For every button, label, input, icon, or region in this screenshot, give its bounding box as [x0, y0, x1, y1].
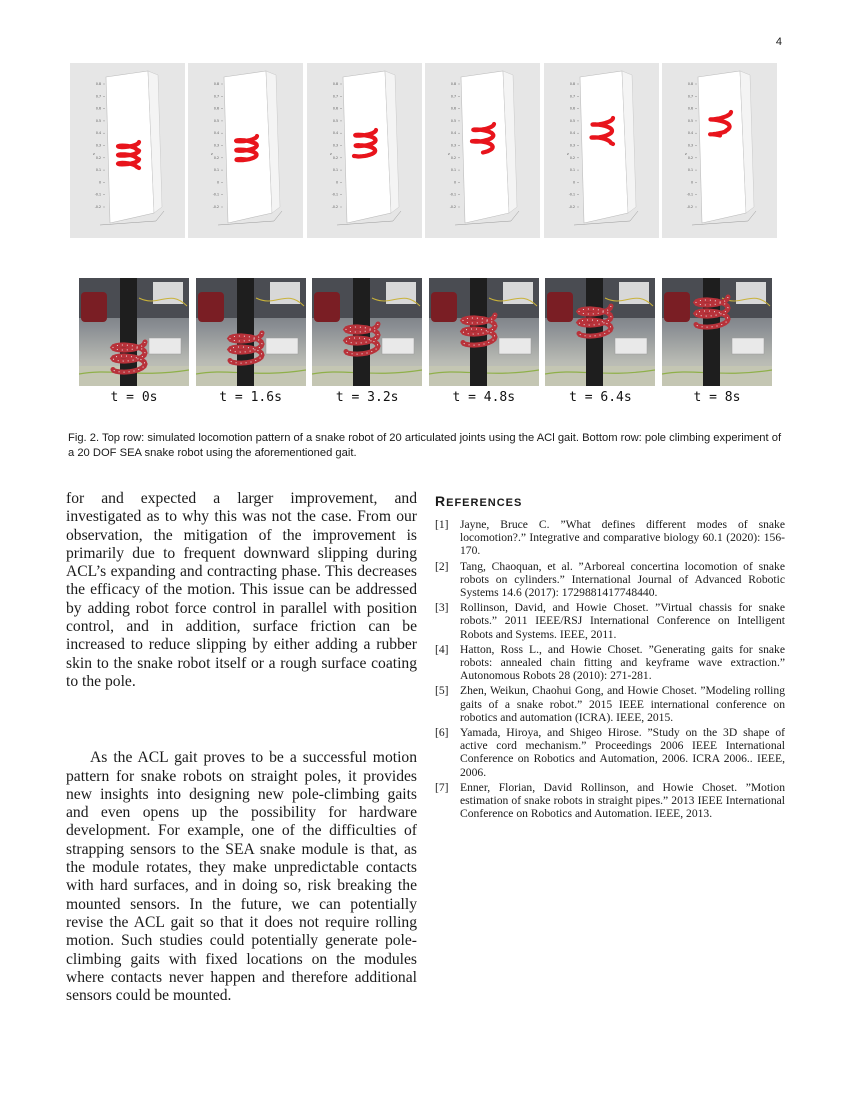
sim-base-axis [692, 221, 748, 225]
sim-tick-label: 0.2 [332, 155, 338, 160]
sim-plot [188, 63, 303, 238]
sim-tick-label: 0.4 [451, 131, 457, 136]
sim-tick-label: 0.6 [95, 106, 101, 111]
sim-base-axis [337, 221, 393, 225]
reference-item [435, 601, 785, 641]
sim-box-face [580, 71, 628, 223]
sim-snake-body [118, 142, 139, 168]
sim-axis-label: z [448, 152, 450, 156]
sim-axis-label: z [566, 152, 569, 156]
photo-scene [79, 278, 189, 386]
sim-plot [425, 63, 540, 238]
sim-tick-label: 0 [335, 180, 338, 185]
time-label: t = 0s [110, 390, 158, 405]
photo-chair [198, 292, 224, 322]
body-paragraph: for and expected a larger improvement, and investigated as to why this was not the case. From our observation, the mitigation of the improvement is primarily due to frequent downward slipping during ACL’s expanding and contracting phase. This decreases the efficacy of the motion. This issue can be addressed by adding robot force control in parallel with position control, and in addition, surface friction can be increased to reduce slipping by either adding a rubber skin to the snake robot itself or a rough surface coating to the pole. [66, 490, 417, 690]
photo-chair [664, 292, 690, 322]
sim-tick-label: 0.3 [332, 143, 338, 148]
sim-axis-label: z [684, 152, 687, 156]
sim-plot [662, 63, 777, 238]
sim-tick-label: 0.3 [569, 143, 575, 148]
sim-tick-label: -0.1 [568, 192, 575, 197]
experiment-photo-5 [545, 278, 655, 386]
sim-panel-4 [425, 63, 540, 238]
sim-base-axis [455, 221, 511, 225]
sim-axis-label: z [329, 152, 332, 156]
sim-tick-label: 0.8 [687, 82, 693, 86]
sim-tick-label: 0.6 [687, 106, 693, 111]
sim-base-axis [748, 211, 756, 221]
sim-tick-label: 0.8 [332, 82, 338, 86]
sim-tick-label: 0.5 [214, 118, 220, 123]
page-number: 4 [775, 36, 782, 48]
sim-tick-label: 0.4 [95, 131, 101, 136]
photo-device [382, 338, 414, 354]
reference-text: Rollinson, David, and Howie Choset. ”Virtual chassis for snake robots.” 2011 IEEE/RSJ International Conference on Intelligent Robots and Systems. IEEE, 2011. [460, 601, 785, 641]
photo-chair [314, 292, 340, 322]
photo-chair [547, 292, 573, 322]
sim-base-axis [156, 211, 164, 221]
sim-tick-label: 0.5 [687, 118, 693, 123]
figure-caption: Fig. 2. Top row: simulated locomotion pattern of a snake robot of 20 articulated joints using the ACl gait. Bottom row: pole climbing experiment of a 20 DOF SEA snake robot using the aforementioned gait. [68, 432, 782, 459]
sim-box-face [224, 71, 272, 223]
sim-panel-5 [544, 63, 659, 238]
sim-box-face [461, 71, 509, 223]
sim-tick-label: 0.3 [95, 143, 101, 148]
heading-initial: R [435, 493, 447, 509]
reference-number: [5] [435, 684, 449, 698]
reference-text: Yamada, Hiroya, and Shigeo Hirose. ”Study on the 3D shape of active cord mechanism.” Proceedings 2006 IEEE International Conference on Robotics and Automation, 2006. ICRA 2006.. IEEE, 2006. [460, 726, 785, 779]
reference-text: Jayne, Bruce C. ”What defines different modes of snake locomotion?.” Integrative and comparative biology 60.1 (2020): 156-170. [460, 518, 785, 558]
sim-tick-label: 0.8 [95, 82, 101, 86]
sim-box-face [698, 71, 746, 223]
sim-tick-label: 0.2 [451, 155, 457, 160]
sim-tick-label: 0 [572, 180, 575, 185]
reference-number: [7] [435, 780, 449, 794]
simulation-row [70, 63, 777, 238]
sim-base-axis [218, 221, 274, 225]
sim-tick-label: 0 [454, 180, 457, 185]
sim-tick-label: 0.7 [332, 94, 338, 99]
sim-axis-label: z [211, 152, 214, 156]
sim-tick-label: 0.8 [569, 82, 575, 86]
sim-tick-label: 0.2 [569, 155, 575, 160]
photo-device [266, 338, 298, 354]
sim-tick-label: -0.1 [213, 192, 220, 197]
reference-number: [3] [435, 601, 449, 615]
sim-tick-label: 0.2 [687, 155, 693, 160]
experiment-photo-3 [312, 278, 422, 386]
heading-rest: EFERENCES [446, 497, 523, 509]
photo-scene [312, 278, 422, 386]
time-label: t = 8s [693, 390, 741, 405]
body-text-column [66, 490, 417, 1005]
sim-tick-label: 0.3 [687, 143, 693, 148]
sim-tick-label: -0.2 [213, 205, 220, 209]
sim-tick-label: 0.2 [95, 155, 101, 160]
photo-device [149, 338, 181, 354]
reference-number: [4] [435, 642, 449, 656]
reference-item [435, 726, 785, 779]
photo-scene [196, 278, 306, 386]
sim-tick-label: 0.6 [332, 106, 338, 111]
sim-plot [544, 63, 659, 238]
photo-device [499, 338, 531, 354]
photo-chair [81, 292, 107, 322]
references-heading [435, 493, 785, 509]
photo-scene [429, 278, 539, 386]
sim-tick-label: 0 [690, 180, 693, 185]
sim-axis-label: z [93, 152, 95, 156]
sim-tick-label: 0.1 [569, 168, 575, 173]
body-paragraph: As the ACL gait proves to be a successful motion pattern for snake robots on straight poles, it provides new insights into designing new pole-climbing gaits and even opens up the possibility for hardware development. For example, one of the difficulties of strapping sensors to the SEA snake module is that, as the module rotates, they make unpredictable contacts with hard surfaces, and in doing so, risk breaking the mounted sensors. In the future, we can potentially revise the ACL gait so that it does not require rolling motion. Such studies could potentially generate pole-climbing gaits with fixed locations on the modules where contacts never happen and therefore additional sensors could be mounted. [66, 749, 417, 1005]
photo-device [615, 338, 647, 354]
time-label: t = 6.4s [569, 390, 632, 405]
sim-tick-label: 0.7 [569, 94, 575, 99]
reference-item [435, 518, 785, 558]
reference-text: Hatton, Ross L., and Howie Choset. ”Generating gaits for snake robots: annealed chain fitting and keyframe wave extraction.” Autonomous Robots 28 (2010): 271-281. [460, 642, 785, 683]
reference-item [435, 643, 785, 683]
sim-tick-label: 0.7 [95, 94, 101, 99]
sim-panel-6 [662, 63, 777, 238]
sim-tick-label: 0.1 [332, 168, 338, 173]
reference-text: Zhen, Weikun, Chaohui Gong, and Howie Choset. ”Modeling rolling gaits of a snake robot.” 2015 IEEE international conference on robotics and automation (ICRA). IEEE, 2015. [460, 684, 785, 724]
sim-panel-2 [188, 63, 303, 238]
sim-tick-label: -0.2 [449, 205, 457, 209]
time-label: t = 1.6s [219, 390, 282, 405]
sim-tick-label: 0.6 [214, 106, 220, 111]
sim-base-axis [100, 221, 156, 225]
sim-tick-label: 0.2 [214, 155, 220, 160]
sim-tick-label: -0.2 [94, 205, 101, 209]
sim-tick-label: 0.1 [687, 168, 693, 173]
sim-tick-label: -0.1 [449, 192, 457, 197]
sim-tick-label: 0.3 [214, 143, 220, 148]
sim-panel-3 [307, 63, 422, 238]
photo-scene [545, 278, 655, 386]
reference-number: [1] [435, 518, 449, 531]
photo-pole [703, 278, 720, 386]
sim-tick-label: 0.6 [569, 106, 575, 111]
sim-tick-label: 0.4 [687, 131, 693, 136]
sim-tick-label: 0.6 [451, 106, 457, 111]
reference-number: [6] [435, 726, 449, 740]
sim-tick-label: -0.1 [686, 192, 693, 197]
reference-number: [2] [435, 559, 449, 573]
time-label-row [79, 390, 772, 410]
sim-base-axis [393, 211, 401, 221]
sim-tick-label: -0.1 [94, 192, 101, 197]
sim-tick-label: 0.1 [451, 168, 457, 173]
experiment-photo-6 [662, 278, 772, 386]
photo-row [79, 278, 772, 386]
reference-item [435, 781, 785, 821]
sim-plot [307, 63, 422, 238]
reference-text: Enner, Florian, David Rollinson, and Howie Choset. ”Motion estimation of snake robots in straight pipes.” 2013 IEEE International Conference on Robotics and Automation. IEEE, 2013. [460, 780, 785, 821]
photo-scene [662, 278, 772, 386]
photo-device [732, 338, 764, 354]
sim-plot [70, 63, 185, 238]
sim-tick-label: 0.5 [451, 118, 457, 123]
reference-item [435, 684, 785, 724]
sim-tick-label: 0.5 [569, 118, 575, 123]
sim-tick-label: -0.2 [331, 205, 338, 209]
photo-pole [237, 278, 254, 386]
experiment-photo-1 [79, 278, 189, 386]
photo-pole [586, 278, 603, 386]
time-label: t = 3.2s [335, 390, 399, 405]
sim-panel-1 [70, 63, 185, 238]
photo-chair [431, 292, 457, 322]
sim-tick-label: 0.7 [451, 94, 457, 99]
sim-tick-label: 0.8 [451, 82, 457, 86]
reference-list [435, 518, 785, 820]
time-label: t = 4.8s [452, 390, 516, 405]
sim-tick-label: 0.5 [95, 118, 101, 123]
sim-base-axis [274, 211, 282, 221]
sim-tick-label: 0.4 [569, 131, 575, 136]
sim-tick-label: 0.1 [214, 168, 220, 173]
sim-tick-label: 0.3 [451, 143, 457, 148]
sim-tick-label: 0 [98, 180, 101, 185]
reference-text: Tang, Chaoquan, et al. ”Arboreal concertina locomotion of snake robots on cylinders.” International Journal of Advanced Robotic Systems 14.6 (2017): 1729881417748440. [460, 559, 785, 600]
sim-base-axis [630, 211, 638, 221]
reference-item [435, 560, 785, 600]
sim-tick-label: 0.7 [687, 94, 693, 99]
sim-tick-label: 0.7 [214, 94, 220, 99]
sim-tick-label: -0.2 [686, 205, 693, 209]
experiment-photo-4 [429, 278, 539, 386]
sim-tick-label: 0.4 [332, 131, 338, 136]
sim-tick-label: 0.1 [95, 168, 101, 173]
sim-tick-label: 0.5 [332, 118, 338, 123]
sim-tick-label: -0.2 [568, 205, 575, 209]
sim-tick-label: 0 [217, 180, 220, 185]
sim-tick-label: -0.1 [331, 192, 338, 197]
sim-tick-label: 0.4 [214, 131, 220, 136]
sim-base-axis [511, 211, 519, 221]
experiment-photo-2 [196, 278, 306, 386]
sim-base-axis [574, 221, 630, 225]
references-section [435, 493, 785, 822]
sim-tick-label: 0.8 [214, 82, 220, 86]
